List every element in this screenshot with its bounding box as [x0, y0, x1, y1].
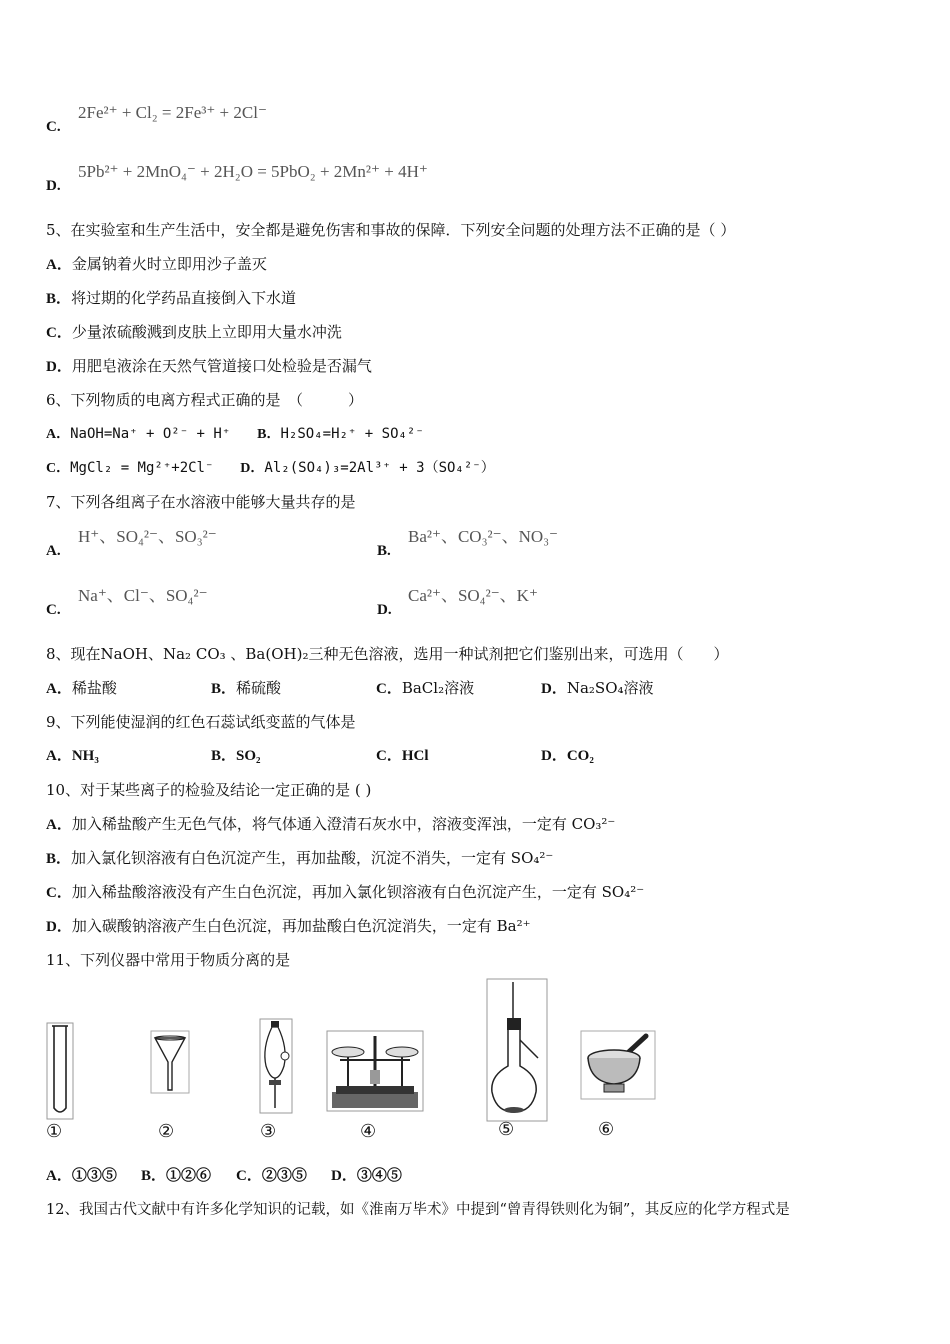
- q6-stem: 6、下列物质的电离方程式正确的是 （ ）: [46, 391, 364, 409]
- option-text: 金属钠着火时立即用沙子盖灭: [71, 255, 267, 273]
- option-text: H₂SO₄=H₂⁺ + SO₄²⁻: [280, 426, 424, 442]
- option-label: B．: [211, 748, 237, 764]
- option-text: 加入稀盐酸溶液没有产生白色沉淀，再加入氯化钡溶液有白色沉淀产生，一定有 SO₄²⁻: [71, 883, 645, 901]
- option-text: ②③⑤: [261, 1168, 307, 1184]
- option-label: D．: [46, 919, 72, 935]
- option-label: D.: [377, 602, 392, 618]
- option-label: B．: [46, 291, 72, 307]
- option-label: B．: [211, 681, 237, 697]
- option-text: 加入氯化钡溶液有白色沉淀产生，再加盐酸，沉淀不消失，一定有 SO₄²⁻: [71, 849, 554, 867]
- apparatus-number-6: ⑥: [598, 1119, 615, 1140]
- option-label: C．: [46, 461, 71, 476]
- q9-option-c: [376, 746, 541, 766]
- option-text: Al₂(SO₄)₃=2Al³⁺ + 3（SO₄²⁻）: [264, 460, 495, 476]
- q8-option-d: [541, 678, 654, 699]
- q7-option-a: [46, 540, 61, 561]
- option-text: BaCl₂溶液: [401, 679, 475, 697]
- q11-option-b: [141, 1166, 236, 1186]
- q10-option-b: [46, 848, 553, 869]
- option-text: ③④⑤: [356, 1168, 402, 1184]
- q10-option-c: [46, 882, 644, 903]
- option-text: 稀盐酸: [71, 679, 117, 697]
- option-label: A．: [46, 427, 71, 442]
- q10-stem: 10、对于某些离子的检验及结论一定正确的是 ( ): [46, 781, 372, 799]
- q11-option-c: [236, 1166, 331, 1186]
- option-text: MgCl₂ = Mg²⁺+2Cl⁻: [70, 460, 214, 476]
- option-label: A．: [46, 257, 72, 273]
- q8-options: [46, 678, 654, 699]
- option-label: A．: [46, 817, 72, 833]
- q5-option-b: [46, 288, 296, 309]
- option-text: ①②⑥: [166, 1168, 212, 1184]
- option-text: 加入稀盐酸产生无色气体，将气体通入澄清石灰水中，溶液变浑浊，一定有 CO₃²⁻: [71, 815, 616, 833]
- option-label: D.: [46, 178, 61, 194]
- balance-scale-icon: [326, 1030, 424, 1112]
- option-text: NH₃: [71, 748, 99, 764]
- q11-option-a: [46, 1166, 141, 1186]
- option-text: NaOH=Na⁺ + O²⁻ + H⁺: [70, 426, 231, 442]
- q8-stem: 8、现在NaOH、Na₂ CO₃ 、Ba(OH)₂三种无色溶液，选用一种试剂把它们鉴别出来，可选用（ ）: [46, 645, 729, 663]
- option-label: D．: [240, 461, 265, 476]
- q4-option-c: [46, 116, 61, 137]
- apparatus-number-2: ②: [158, 1121, 175, 1142]
- option-label: D．: [331, 1168, 357, 1184]
- option-text: 少量浓硫酸溅到皮肤上立即用大量水冲洗: [71, 323, 342, 341]
- q7-option-d: [377, 599, 392, 620]
- option-label: D．: [541, 681, 567, 697]
- separatory-funnel-icon: [258, 1018, 294, 1114]
- option-text: 将过期的化学药品直接倒入下水道: [71, 289, 297, 307]
- q11-options: [46, 1166, 402, 1186]
- option-label: C．: [46, 885, 72, 901]
- option-label: A．: [46, 1168, 72, 1184]
- q9-options: [46, 746, 594, 766]
- q9-option-b: [211, 746, 376, 766]
- apparatus-number-3: ③: [260, 1121, 277, 1142]
- q5-option-c: [46, 322, 342, 343]
- apparatus-number-5: ⑤: [498, 1119, 515, 1140]
- option-label: A．: [46, 748, 72, 764]
- q6-options-ab: [46, 424, 424, 445]
- apparatus-number-4: ④: [360, 1121, 377, 1142]
- q8-option-a: [46, 678, 211, 699]
- option-label: D．: [46, 359, 72, 375]
- option-label: A．: [46, 681, 72, 697]
- q6-options-cd: [46, 458, 495, 479]
- option-label: C．: [376, 748, 402, 764]
- option-text: CO₂: [566, 748, 594, 764]
- option-label: B．: [46, 851, 72, 867]
- distillation-flask-icon: [486, 978, 548, 1122]
- q9-option-d: [541, 746, 594, 766]
- q11-option-d: [331, 1166, 402, 1186]
- q4-formula-c: 2Fe²⁺ + Cl₂ = 2Fe³⁺ + 2Cl⁻: [78, 103, 267, 122]
- option-text: SO₂: [236, 748, 261, 764]
- q11-stem: 11、下列仪器中常用于物质分离的是: [46, 951, 291, 969]
- option-text: 稀硫酸: [236, 679, 282, 697]
- test-tube-icon: [46, 1022, 74, 1120]
- q7-stem: 7、下列各组离子在水溶液中能够大量共存的是: [46, 493, 356, 511]
- q5-stem: 5、在实验室和生产生活中，安全都是避免伤害和事故的保障．下列安全问题的处理方法不正确的是（ ）: [46, 221, 736, 239]
- q10-option-a: [46, 814, 615, 835]
- q7-ions-c: Na⁺、Cl⁻、SO₄²⁻: [78, 586, 208, 605]
- option-label: C．: [46, 325, 72, 341]
- option-text: ①③⑤: [71, 1168, 117, 1184]
- option-label: C.: [46, 602, 61, 618]
- option-label: C．: [376, 681, 402, 697]
- option-text: 加入碳酸钠溶液产生白色沉淀，再加盐酸白色沉淀消失，一定有 Ba²⁺: [71, 917, 531, 935]
- option-label: B.: [377, 543, 391, 559]
- option-text: Na₂SO₄溶液: [566, 679, 654, 697]
- option-text: 用肥皂液涂在天然气管道接口处检验是否漏气: [71, 357, 372, 375]
- q12-stem: 12、我国古代文献中有许多化学知识的记载，如《淮南万毕术》中提到“曾青得铁则化为铜”，其反应的化学方程式是: [46, 1202, 790, 1218]
- option-text: HCl: [401, 748, 429, 764]
- q10-option-d: [46, 916, 531, 937]
- q7-ions-b: Ba²⁺、CO₃²⁻、NO₃⁻: [408, 527, 559, 546]
- apparatus-number-1: ①: [46, 1121, 63, 1142]
- funnel-icon: [150, 1030, 190, 1094]
- q9-stem: 9、下列能使湿润的红色石蕊试纸变蓝的气体是: [46, 713, 356, 731]
- q7-option-c: [46, 599, 61, 620]
- option-label: A.: [46, 543, 61, 559]
- q5-option-a: [46, 254, 267, 275]
- q7-ions-d: Ca²⁺、SO₄²⁻、K⁺: [408, 586, 538, 605]
- q5-option-d: [46, 356, 372, 377]
- option-label: B．: [141, 1168, 167, 1184]
- q7-option-b: [377, 540, 391, 561]
- q4-formula-d: 5Pb²⁺ + 2MnO₄⁻ + 2H₂O = 5PbO₂ + 2Mn²⁺ + 4H⁺: [78, 162, 428, 181]
- option-label: D．: [541, 748, 567, 764]
- mortar-pestle-icon: [580, 1030, 656, 1100]
- q9-option-a: [46, 746, 211, 766]
- q8-option-b: [211, 678, 376, 699]
- q8-option-c: [376, 678, 541, 699]
- option-label: C.: [46, 119, 61, 135]
- option-label: B．: [257, 427, 281, 442]
- q7-ions-a: H⁺、SO₄²⁻、SO₃²⁻: [78, 527, 217, 546]
- option-label: C．: [236, 1168, 262, 1184]
- q4-option-d: [46, 175, 61, 196]
